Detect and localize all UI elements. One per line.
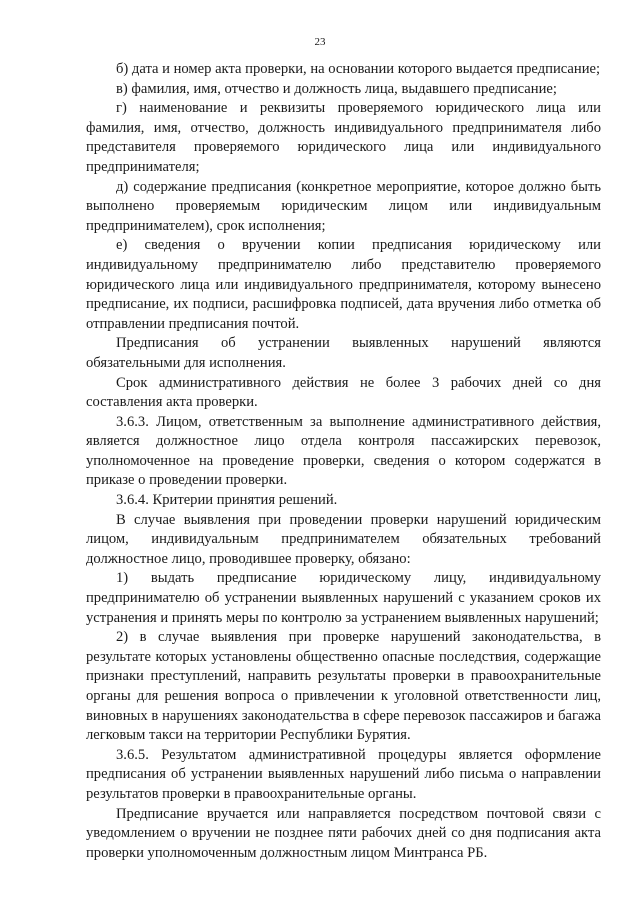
paragraph-b-act-details: б) дата и номер акта проверки, на основании которого выдается предписание; xyxy=(116,61,601,77)
paragraph-e-delivery-info: е) сведения о вручении копии предписания юридическому или индивидуальному предпринимателю либо представителю проверяемого юридического лица или индивидуального предпринимателя, которому вынесено предписание, их подписи, расшифровка подписей, дата вручения либо отметка об отправлении предписания почтой. xyxy=(86,237,601,332)
paragraph-violations-case: В случае выявления при проведении проверки нарушений юридическим лицом, индивидуальным предпринимателем обязательных требований должностное лицо, проводившее проверку, обязано: xyxy=(86,511,601,567)
paragraph-orders-mandatory: Предписания об устранении выявленных нарушений являются обязательными для исполнения. xyxy=(86,335,601,371)
paragraph-d-order-content: д) содержание предписания (конкретное мероприятие, которое должно быть выполнено проверяемым юридическим лицом или индивидуальным предпринимателем), срок исполнения; xyxy=(86,178,601,234)
paragraph-action-deadline: Срок административного действия не более 3 рабочих дней со дня составления акта проверки. xyxy=(86,374,601,411)
paragraph-item-2: 2) в случае выявления при проверке нарушений законодательства, в результате которых установлены общественно опасные последствия, содержащие признаки преступлений, направить результаты проверки в правоохранительные органы для решения вопроса о привлечении к уголовной ответственности лиц, виновных в нарушениях законодательства в сфере перевозок пассажиров и багажа легковым такси на территории Республики Бурятия. xyxy=(86,629,601,744)
paragraph-g-inspected-entity: г) наименование и реквизиты проверяемого юридического лица или фамилия, имя, отчество, должность индивидуального предпринимателя либо представителя проверяемого юридического лица или индивидуального предпринимателя; xyxy=(86,100,601,175)
paragraph-order-delivery: Предписание вручается или направляется посредством почтовой связи с уведомлением о вручении не позднее пяти рабочих дней со дня подписания акта проверки уполномоченным должностным лицом Минтранса РБ. xyxy=(86,805,601,861)
paragraph-3-6-5: 3.6.5. Результатом административной процедуры является оформление предписания об устранении выявленных нарушений либо письма о направлении результатов проверки в правоохранительные органы. xyxy=(86,746,601,802)
page-number: 23 xyxy=(314,36,326,48)
paragraph-item-1: 1) выдать предписание юридическому лицу, индивидуальному предпринимателю об устранении выявленных нарушений с указанием сроков их устранения и принять меры по контролю за устранением выявленных нарушений; xyxy=(86,570,601,626)
paragraph-3-6-4: 3.6.4. Критерии принятия решений. xyxy=(116,492,338,509)
document-body xyxy=(86,60,601,863)
paragraph-v-official-name: в) фамилия, имя, отчество и должность лица, выдавшего предписание; xyxy=(116,80,557,97)
paragraph-3-6-3: 3.6.3. Лицом, ответственным за выполнение административного действия, является должностное лицо отдела контроля пассажирских перевозок, уполномоченное на проведение проверки, сведения о котором содержатся в приказе о проведении проверки. xyxy=(86,413,601,489)
